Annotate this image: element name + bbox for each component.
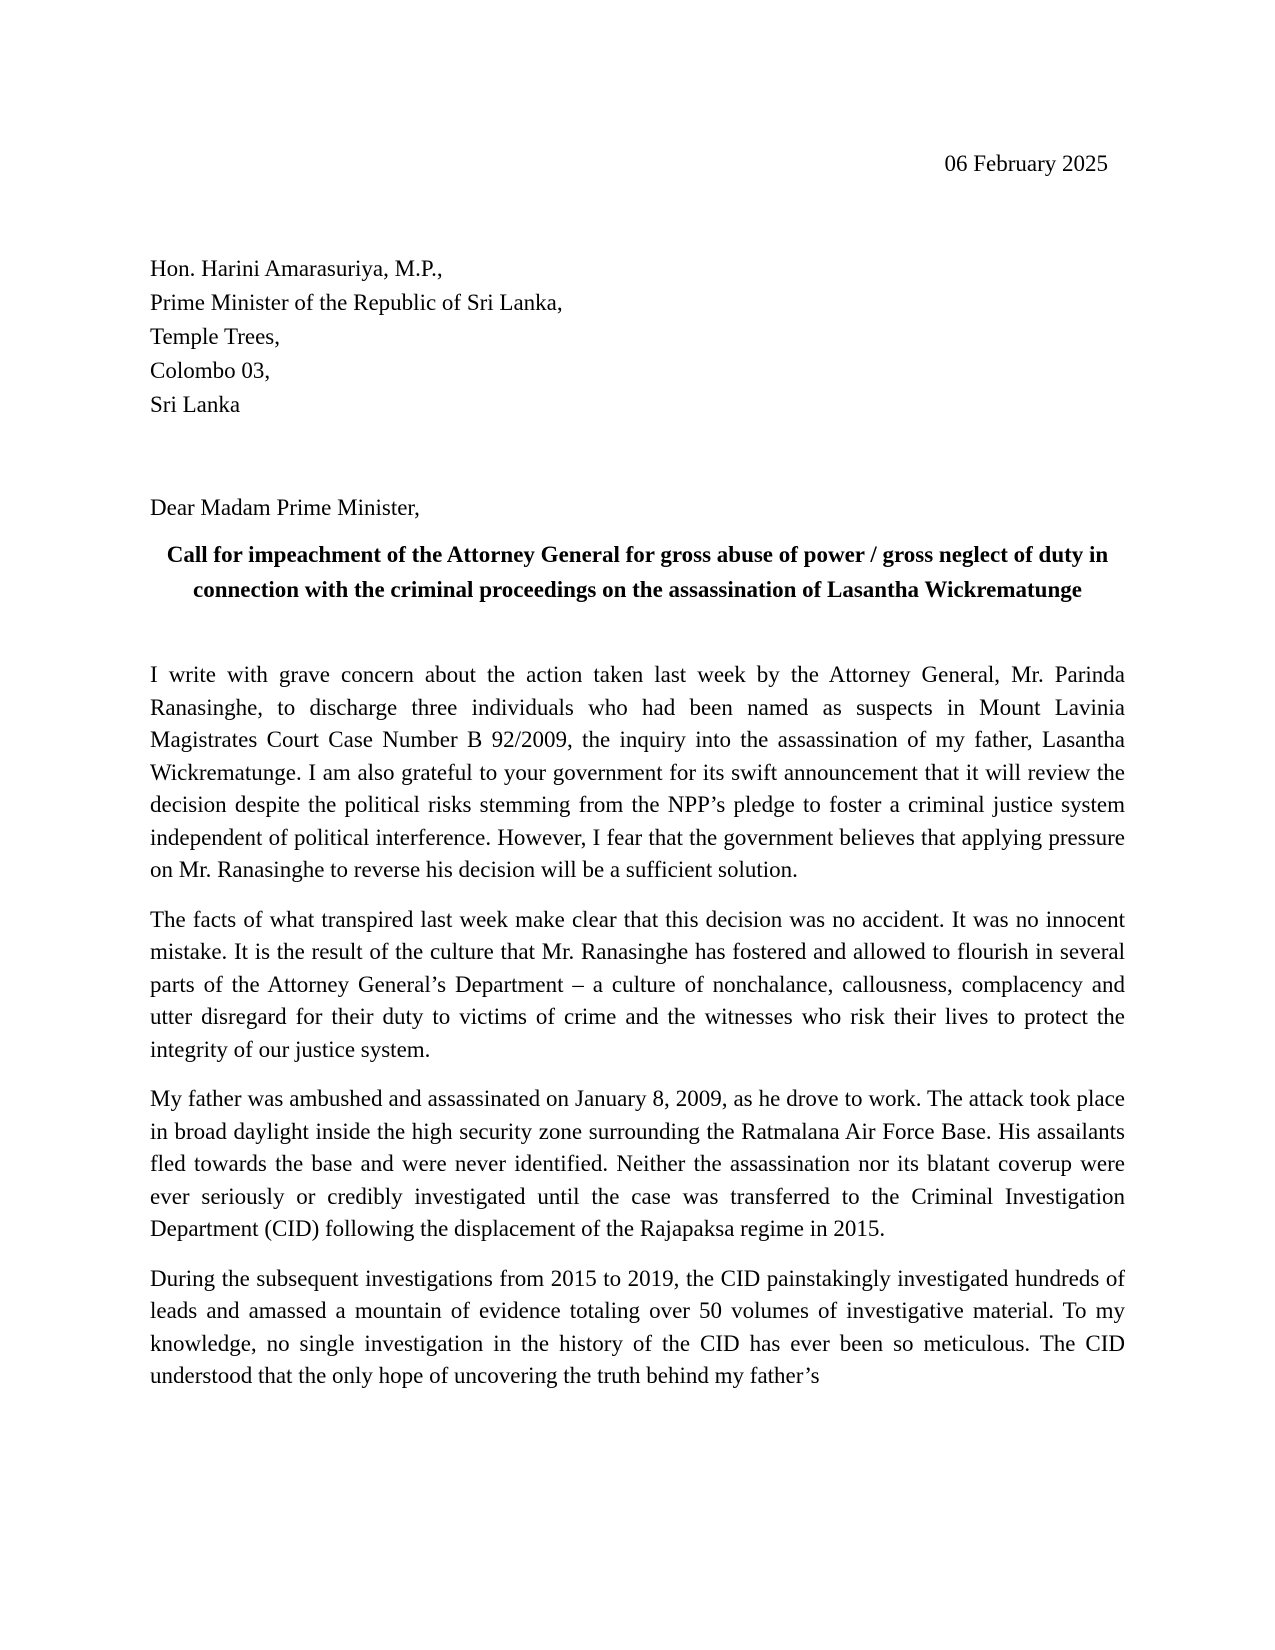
- recipient-country-line: Sri Lanka: [150, 392, 241, 417]
- body-paragraph: I write with grave concern about the action taken last week by the Attorney General, Mr. Parinda Ranasinghe, to discharge three individuals who had been named as suspects in Mount Lavinia Magistrates Court Case Number B 92/2009, the inquiry into the assassination of my father, Lasantha Wickrematunge. I am also grateful to your government for its swift announcement that it will review the decision despite the political risks stemming from the NPP’s pledge to foster a criminal justice system independent of political interference. However, I fear that the government believes that applying pressure on Mr. Ranasinghe to reverse his decision will be a sufficient solution.: [150, 662, 1125, 882]
- subject-heading: Call for impeachment of the Attorney General for gross abuse of power / gross neglect of duty in connection with the criminal proceedings on the assassination of Lasantha Wickrematunge: [166, 542, 1109, 602]
- letter-date: 06 February 2025: [944, 151, 1108, 176]
- recipient-title-line: Prime Minister of the Republic of Sri Lanka,: [150, 290, 563, 315]
- body-paragraph: The facts of what transpired last week make clear that this decision was no accident. It was no innocent mistake. It is the result of the culture that Mr. Ranasinghe has fostered and allowed to flourish in several parts of the Attorney General’s Department – a culture of nonchalance, callousness, complacency and utter disregard for their duty to victims of crime and the witnesses who risk their lives to protect the integrity of our justice system.: [150, 906, 1125, 1062]
- salutation: Dear Madam Prime Minister,: [150, 495, 420, 520]
- recipient-name-line: Hon. Harini Amarasuriya, M.P.,: [150, 256, 443, 281]
- body-paragraph: During the subsequent investigations from 2015 to 2019, the CID painstakingly investigated hundreds of leads and amassed a mountain of evidence totaling over 50 volumes of investigative material. To my knowledge, no single investigation in the history of the CID has ever been so meticulous. The CID understood that the only hope of uncovering the truth behind my father’s: [150, 1265, 1125, 1388]
- letter-body: [150, 659, 1125, 1410]
- body-paragraph: My father was ambushed and assassinated on January 8, 2009, as he drove to work. The attack took place in broad daylight inside the high security zone surrounding the Ratmalana Air Force Base. His assailants fled towards the base and were never identified. Neither the assassination nor its blatant coverup were ever seriously or credibly investigated until the case was transferred to the Criminal Investigation Department (CID) following the displacement of the Rajapaksa regime in 2015.: [150, 1086, 1125, 1241]
- recipient-city-line: Colombo 03,: [150, 358, 271, 383]
- recipient-address: [150, 252, 563, 422]
- recipient-street-line: Temple Trees,: [150, 324, 280, 349]
